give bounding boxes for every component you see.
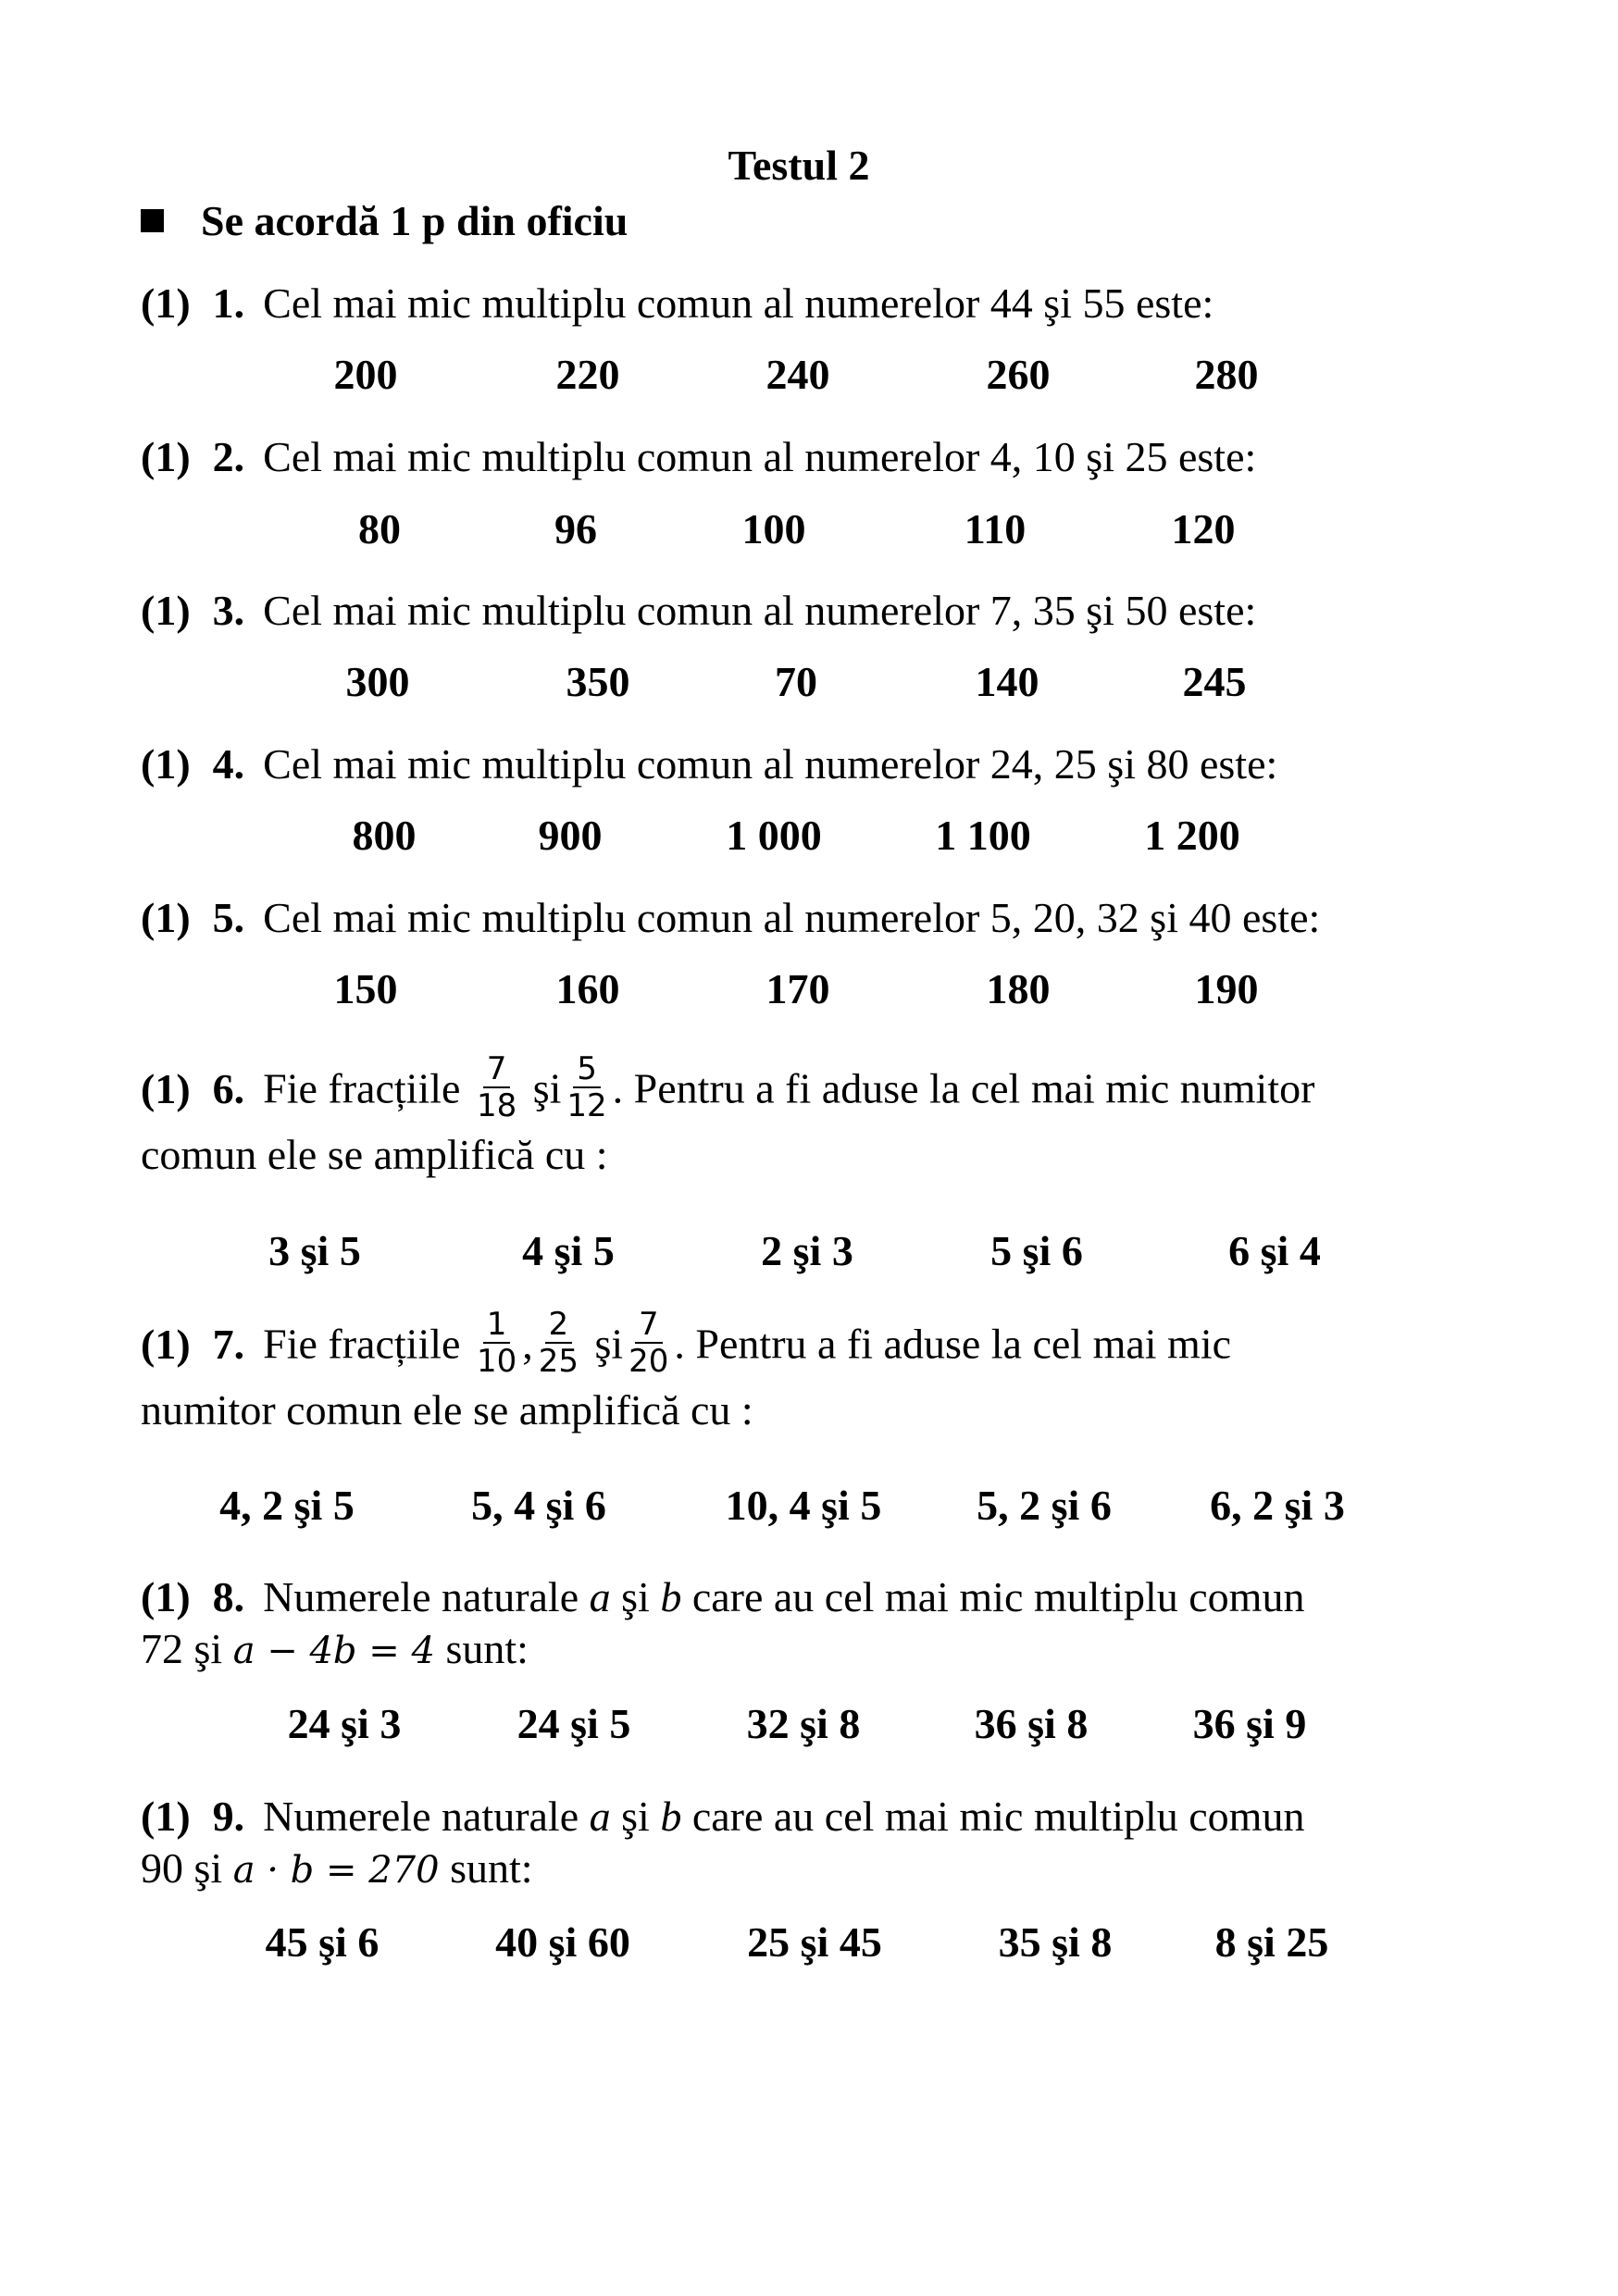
question-1 [141,278,1455,329]
question-number: 5. [212,894,245,941]
variable-b: b [660,1573,682,1620]
answer-option[interactable]: 36 şi 8 [974,1700,1089,1747]
answer-option[interactable]: 32 şi 8 [746,1700,861,1747]
question-text-end: . Pentru a fi aduse la cel mai mic numitor [612,1064,1315,1112]
answer-option[interactable]: 24 şi 5 [517,1700,631,1747]
question-6 [141,1050,1455,1181]
answer-option[interactable]: 170 [765,965,830,1012]
answer-option[interactable]: 35 şi 8 [998,1918,1113,1966]
question-text-start: Fie fracțiile [263,1320,461,1368]
answer-option[interactable]: 6 şi 4 [1228,1227,1321,1274]
question-number: 1. [212,279,245,327]
answer-option[interactable]: 96 [554,505,597,552]
variable-a: a [589,1793,611,1840]
answer-option[interactable]: 110 [964,505,1027,552]
fraction [473,1307,520,1379]
fraction-denominator: 12 [566,1087,607,1124]
answer-option[interactable]: 24 şi 3 [287,1700,402,1747]
answer-option[interactable]: 190 [1194,965,1259,1012]
answer-option[interactable]: 140 [975,658,1039,705]
question-number: 3. [212,587,245,634]
answer-option[interactable]: 240 [765,351,830,398]
question-3 [141,585,1455,637]
question-text-end: care au cel mai mic multiplu comun [691,1793,1305,1840]
question-text-end: . Pentru a fi aduse la cel mai mic [674,1320,1232,1368]
fraction-denominator: 10 [476,1343,517,1380]
variable-a: a [589,1573,611,1620]
answer-option[interactable]: 36 şi 9 [1192,1700,1307,1747]
lcm-value: 72 [141,1625,183,1672]
question-text: Cel mai mic multiplu comun al numerelor 44 şi 55 este: [263,279,1214,327]
conjunction: şi [594,1320,624,1368]
answer-option[interactable]: 220 [555,351,620,398]
answer-option[interactable]: 120 [1171,505,1236,552]
question-number: 6. [212,1064,245,1112]
answer-option[interactable]: 350 [566,658,630,705]
question-4 [141,738,1455,790]
fraction-numerator: 5 [573,1051,601,1088]
bonus-text: Se acordă 1 p din oficiu [201,197,629,244]
fraction [535,1307,582,1379]
lcm-value: 90 [141,1844,183,1892]
question-text: Cel mai mic multiplu comun al numerelor 4, 10 şi 25 este: [263,433,1257,480]
answer-option[interactable]: 70 [775,658,817,705]
answer-option[interactable]: 4 şi 5 [522,1227,615,1274]
answer-option[interactable]: 80 [358,505,401,552]
answer-option[interactable]: 25 şi 45 [747,1918,882,1966]
answer-option[interactable]: 1 000 [726,812,822,859]
answer-option[interactable]: 160 [555,965,620,1012]
answer-option[interactable]: 4, 2 şi 5 [219,1482,355,1529]
answer-option[interactable]: 1 100 [935,812,1031,859]
answer-option[interactable]: 245 [1182,658,1247,705]
question-points: (1) [141,279,191,327]
question-number: 8. [212,1573,245,1620]
question-text-line2: numitor comun ele se amplifică cu : [141,1386,753,1433]
answer-option[interactable]: 1 200 [1144,812,1240,859]
black-square-icon [141,209,164,232]
answer-option[interactable]: 5 şi 6 [990,1227,1083,1274]
fraction-denominator: 18 [476,1087,517,1124]
question-points: (1) [141,1320,191,1368]
answer-option[interactable]: 900 [538,812,603,859]
answer-option[interactable]: 200 [333,351,398,398]
equation: 𝑎 − 4𝑏 = 4 [232,1630,435,1672]
question-7: (1) 7. Fie fracțiile $\frac{1}{10}$ , $\frac{2}{25}$ şi $\frac{7}{20}$ . Pentru a fi aduse la cel mai mic numitor comun ele se amplifică cu : [141,1306,1232,1433]
question-text-end: care au cel mai mic multiplu comun [691,1573,1305,1620]
answer-option[interactable]: 40 şi 60 [495,1918,630,1966]
fraction [563,1051,610,1123]
question-points: (1) [141,1793,191,1840]
question-text-start: Numerele naturale [263,1793,579,1840]
question-9 [141,1791,1455,1896]
fraction-numerator: 7 [483,1051,511,1088]
question-points: (1) [141,587,191,634]
variable-b: b [660,1793,682,1840]
question-8 [141,1571,1455,1677]
question-points: (1) [141,1573,191,1620]
answer-option[interactable]: 45 şi 6 [265,1918,380,1966]
question-text-start: Numerele naturale [263,1573,579,1620]
conjunction: şi [532,1064,562,1112]
question-2 [141,431,1455,483]
question-text-start: Fie fracțiile [263,1064,461,1112]
fraction [625,1307,672,1379]
answer-option[interactable]: 3 şi 5 [268,1227,361,1274]
question-number: 7. [212,1320,245,1368]
question-number: 4. [212,740,245,788]
answer-option[interactable]: 300 [345,658,410,705]
answer-option[interactable]: 5, 4 şi 6 [471,1482,606,1529]
question-text: Cel mai mic multiplu comun al numerelor 24, 25 şi 80 este: [263,740,1278,788]
fraction-numerator: 1 [483,1307,511,1344]
fraction-numerator: 7 [635,1307,663,1344]
question-number: 2. [212,433,245,480]
question-text: Cel mai mic multiplu comun al numerelor 5, 20, 32 şi 40 este: [263,894,1321,941]
answer-option[interactable]: 6, 2 şi 3 [1210,1482,1345,1529]
question-text: Cel mai mic multiplu comun al numerelor 7, 35 şi 50 este: [263,587,1257,634]
question-text-line2-end: sunt: [450,1844,533,1892]
bonus-line [141,196,628,245]
answer-option[interactable]: 100 [741,505,806,552]
conjunction: şi [621,1573,650,1620]
conjunction: şi [193,1625,223,1672]
fraction-denominator: 20 [629,1343,669,1380]
answer-option[interactable]: 150 [333,965,398,1012]
answer-option[interactable]: 800 [352,812,417,859]
answer-option[interactable]: 10, 4 şi 5 [725,1482,882,1529]
question-text-line2-end: sunt: [445,1625,529,1672]
answer-option[interactable]: 280 [1194,351,1259,398]
question-5 [141,892,1455,944]
conjunction: şi [621,1793,650,1840]
question-text-line2: comun ele se amplifică cu : [141,1131,608,1178]
fraction-numerator: 2 [545,1307,573,1344]
question-points: (1) [141,433,191,480]
answer-option[interactable]: 260 [986,351,1051,398]
question-number: 9. [212,1793,245,1840]
question-points: (1) [141,740,191,788]
answer-option[interactable]: 8 şi 25 [1214,1918,1329,1966]
question-points: (1) [141,1064,191,1112]
answer-option[interactable]: 2 şi 3 [761,1227,853,1274]
question-points: (1) [141,894,191,941]
fraction-denominator: 25 [538,1343,579,1380]
conjunction: şi [193,1844,223,1892]
equation: 𝑎 · 𝑏 = 270 [232,1849,440,1892]
answer-option[interactable]: 5, 2 şi 6 [977,1482,1112,1529]
fraction [473,1051,520,1123]
page-title: Testul 2 [728,142,870,189]
answer-option[interactable]: 180 [986,965,1051,1012]
